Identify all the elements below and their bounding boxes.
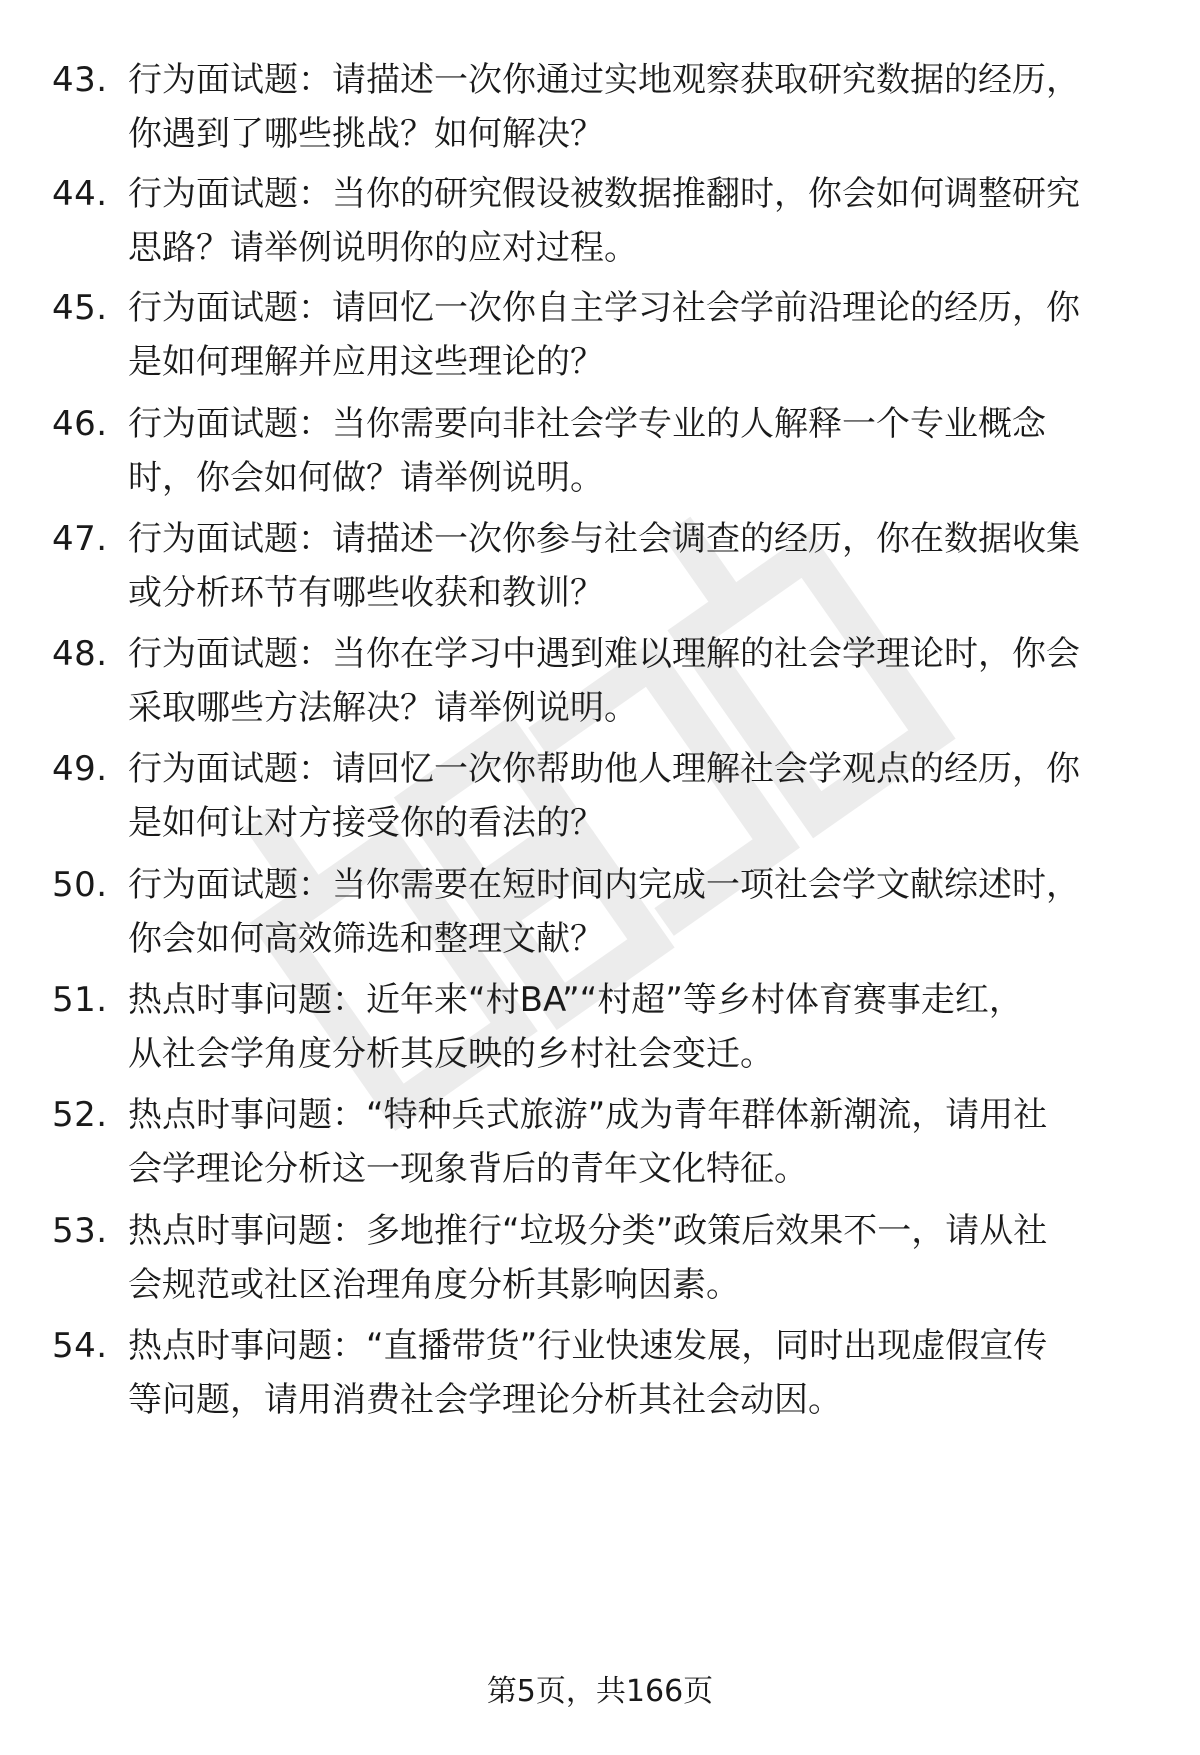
question-text-line: 热点时事问题：“直播带货”行业快速发展，同时出现虚假宣传	[128, 1326, 1048, 1366]
question-text-line: 热点时事问题：多地推行“垃圾分类”政策后效果不一，请从社	[128, 1211, 1048, 1251]
list-item	[0, 166, 1200, 276]
question-number: 53.	[52, 1211, 108, 1251]
question-text-line: 是如何让对方接受你的看法的？	[128, 803, 604, 843]
question-text-line: 时，你会如何做？请举例说明。	[128, 458, 604, 498]
question-text-line: 行为面试题：当你需要在短时间内完成一项社会学文献综述时，	[128, 865, 1080, 905]
list-item	[0, 52, 1200, 162]
question-text-line: 或分析环节有哪些收获和教训？	[128, 573, 604, 613]
list-item	[0, 396, 1200, 506]
list-item	[0, 972, 1200, 1082]
question-text-line: 会规范或社区治理角度分析其影响因素。	[128, 1265, 740, 1305]
question-text-line: 行为面试题：请描述一次你通过实地观察获取研究数据的经历，	[128, 60, 1080, 100]
question-text-line: 行为面试题：当你需要向非社会学专业的人解释一个专业概念	[128, 404, 1046, 444]
question-text-line: 你遇到了哪些挑战？如何解决？	[128, 114, 604, 154]
list-item	[0, 511, 1200, 621]
question-text-line: 行为面试题：请回忆一次你帮助他人理解社会学观点的经历，你	[128, 749, 1080, 789]
question-number: 51.	[52, 980, 108, 1020]
question-text-line: 采取哪些方法解决？请举例说明。	[128, 688, 638, 728]
list-item	[0, 857, 1200, 967]
question-text-line: 会学理论分析这一现象背后的青年文化特征。	[128, 1149, 808, 1189]
question-text-line: 热点时事问题：“特种兵式旅游”成为青年群体新潮流，请用社	[128, 1095, 1048, 1135]
list-item	[0, 626, 1200, 736]
list-item	[0, 1087, 1200, 1197]
question-number: 45.	[52, 288, 108, 328]
question-text-line: 行为面试题：请描述一次你参与社会调查的经历，你在数据收集	[128, 519, 1080, 559]
list-item	[0, 1318, 1200, 1428]
question-text-line: 热点时事问题：近年来“村BA”“村超”等乡村体育赛事走红，	[128, 980, 1023, 1020]
question-number: 48.	[52, 634, 108, 674]
question-text-line: 你会如何高效筛选和整理文献？	[128, 919, 604, 959]
question-text-line: 行为面试题：请回忆一次你自主学习社会学前沿理论的经历，你	[128, 288, 1080, 328]
question-text-line: 思路？请举例说明你的应对过程。	[128, 228, 638, 268]
page-number: 第5页，共166页	[486, 1674, 714, 1709]
question-text-line: 行为面试题：当你的研究假设被数据推翻时，你会如何调整研究	[128, 174, 1080, 214]
question-number: 50.	[52, 865, 108, 905]
question-number: 44.	[52, 174, 108, 214]
list-item	[0, 741, 1200, 851]
question-text-line: 等问题，请用消费社会学理论分析其社会动因。	[128, 1380, 842, 1420]
question-number: 49.	[52, 749, 108, 789]
question-number: 54.	[52, 1326, 108, 1366]
question-number: 52.	[52, 1095, 108, 1135]
list-item	[0, 1203, 1200, 1313]
question-text-line: 从社会学角度分析其反映的乡村社会变迁。	[128, 1034, 774, 1074]
question-text-line: 行为面试题：当你在学习中遇到难以理解的社会学理论时，你会	[128, 634, 1080, 674]
question-number: 47.	[52, 519, 108, 559]
question-number: 46.	[52, 404, 108, 444]
list-item	[0, 280, 1200, 390]
question-text-line: 是如何理解并应用这些理论的？	[128, 342, 604, 382]
question-number: 43.	[52, 60, 108, 100]
